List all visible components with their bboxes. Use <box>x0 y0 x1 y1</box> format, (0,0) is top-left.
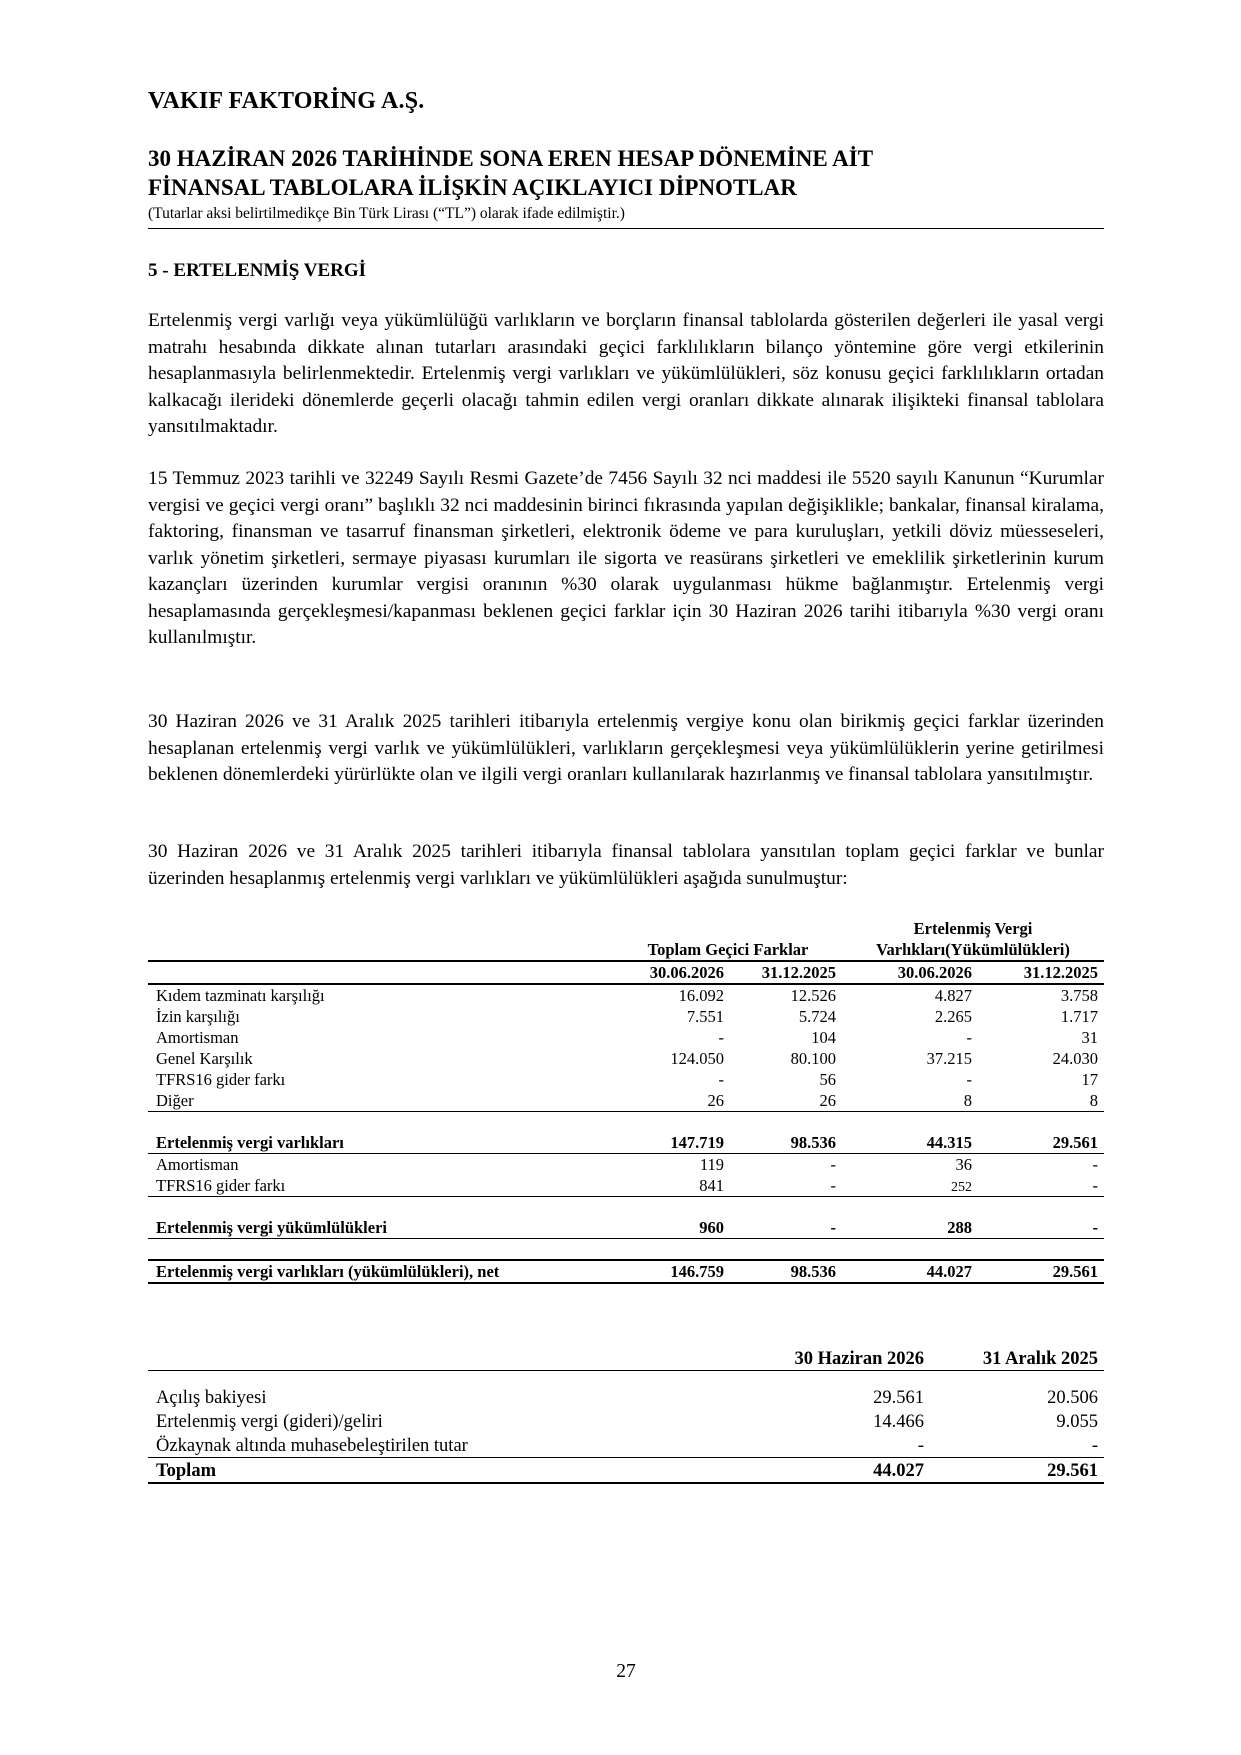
row-label: TFRS16 gider farkı <box>156 1070 286 1089</box>
cell-value: - <box>730 1217 842 1239</box>
row-label: Açılış bakiyesi <box>156 1388 267 1408</box>
column-header-date: 30.06.2026 <box>614 961 730 984</box>
row-label: Amortisman <box>156 1028 239 1047</box>
document-subtitle: (Tutarlar aksi belirtilmedikçe Bin Türk Lirası (“TL”) olarak ifade edilmiştir.) <box>148 205 625 222</box>
row-label: Toplam <box>148 1458 730 1484</box>
cell-value: - <box>718 1070 724 1089</box>
paragraph-3: 30 Haziran 2026 ve 31 Aralık 2025 tarihleri itibarıyla ertelenmiş vergiye konu olan birikmiş geçici farklar üzerinden hesaplanan ertelenmiş vergi varlık ve yükümlülükleri, varlıkların gerçekleşmesi veya yükümlülüklerin yerine getirilmesi beklenen dönemlerdeki yürürlükte olan ve ilgili vergi oranları kullanılarak hazırlanmış ve finansal tablolara yansıtılmıştır. <box>148 711 1104 785</box>
cell-value: 1.717 <box>1060 1007 1099 1026</box>
table-row <box>148 1090 1104 1112</box>
cell-value: 960 <box>614 1217 730 1239</box>
page-number: 27 <box>616 1661 636 1682</box>
cell-value: - <box>830 1155 836 1174</box>
document-title-line1: 30 HAZİRAN 2026 TARİHİNDE SONA EREN HESAP DÖNEMİNE AİT <box>148 146 874 171</box>
cell-value: 31 <box>1081 1028 1099 1047</box>
cell-value: 98.536 <box>730 1132 842 1154</box>
table-row <box>148 1027 1104 1048</box>
table-row <box>148 1409 1104 1433</box>
cell-value: 9.055 <box>1056 1412 1098 1432</box>
row-label: Ertelenmiş vergi varlıkları <box>148 1132 614 1154</box>
cell-value: 44.027 <box>730 1458 930 1484</box>
cell-value: 288 <box>842 1217 978 1239</box>
column-header-date: 31.12.2025 <box>978 961 1104 984</box>
table-row <box>148 1433 1104 1458</box>
cell-value: 17 <box>1081 1070 1099 1089</box>
table-header-row <box>148 918 1104 939</box>
cell-value: - <box>966 1028 972 1047</box>
cell-value: 24.030 <box>1052 1049 1099 1068</box>
table-row <box>148 1069 1104 1090</box>
table-header-row <box>148 1340 1104 1371</box>
row-label: TFRS16 gider farkı <box>148 1175 614 1197</box>
table-row <box>148 1175 1104 1197</box>
header-divider <box>148 228 1104 229</box>
group-header-deferred-tax-line1: Ertelenmiş Vergi <box>913 919 1033 938</box>
cell-value: 26 <box>730 1090 842 1112</box>
cell-value: - <box>730 1175 842 1197</box>
cell-value: 147.719 <box>614 1132 730 1154</box>
cell-value: 7.551 <box>686 1007 724 1026</box>
total-row <box>148 1458 1104 1484</box>
cell-value: 98.536 <box>730 1260 842 1283</box>
cell-value: 37.215 <box>926 1049 972 1068</box>
cell-value: 56 <box>819 1070 836 1089</box>
section-title: 5 - ERTELENMİŞ VERGİ <box>148 260 367 281</box>
table-header-row <box>148 939 1104 961</box>
row-label: Ertelenmiş vergi (gideri)/geliri <box>156 1412 383 1432</box>
column-header: 30 Haziran 2026 <box>730 1340 930 1371</box>
company-name: VAKIF FAKTORİNG A.Ş. <box>148 88 425 114</box>
liability-total-row <box>148 1217 1104 1239</box>
cell-value: 29.561 <box>930 1458 1104 1484</box>
paragraph-1: Ertelenmiş vergi varlığı veya yükümlülüğü varlıkların ve borçların finansal tablolarda gösterilen değerleri ile yasal vergi matrahı hesabında dikkate alınan tutarları arasındaki geçici farklılıkların bilanço yöntemine göre vergi etkilerinin hesaplanmasıyla belirlenmektedir. Ertelenmiş vergi varlıkları ve yükümlülükleri, söz konusu geçici farklılıkların ortadan kalkacağı ilerideki dönemlerde geçerli olacağı tahmin edilen vergi oranları dikkate alınarak ilişikteki finansal tablolara yansıtılmaktadır. <box>148 310 1104 437</box>
column-header-date: 31.12.2025 <box>730 961 842 984</box>
cell-value: 841 <box>614 1175 730 1197</box>
table-date-header-row <box>148 961 1104 984</box>
column-header-date: 30.06.2026 <box>842 961 978 984</box>
column-header: 31 Aralık 2025 <box>930 1340 1104 1371</box>
cell-value: 8 <box>978 1090 1104 1112</box>
cell-value: 124.050 <box>670 1049 724 1068</box>
cell-value: 14.466 <box>873 1412 924 1432</box>
cell-value: 80.100 <box>790 1049 836 1068</box>
cell-value: 44.027 <box>842 1260 978 1283</box>
cell-value: 119 <box>699 1155 724 1174</box>
cell-value: - <box>978 1175 1104 1197</box>
cell-value: 36 <box>955 1155 972 1174</box>
deferred-tax-movement-table <box>148 1340 1104 1484</box>
row-label: Özkaynak altında muhasebeleştirilen tutar <box>156 1436 468 1456</box>
asset-total-row <box>148 1132 1104 1154</box>
row-label: Ertelenmiş vergi varlıkları (yükümlülükleri), net <box>148 1260 614 1283</box>
cell-value: - <box>917 1436 924 1456</box>
row-label: Diğer <box>148 1090 614 1112</box>
group-header-deferred-tax-line2: Varlıkları(Yükümlülükleri) <box>842 939 1104 961</box>
row-label: Ertelenmiş vergi yükümlülükleri <box>148 1217 614 1239</box>
table-row <box>148 1048 1104 1069</box>
cell-value: 29.561 <box>873 1388 924 1408</box>
row-label: Kıdem tazminatı karşılığı <box>156 986 325 1005</box>
cell-value: - <box>1091 1436 1098 1456</box>
table-row <box>148 1006 1104 1027</box>
row-label: İzin karşılığı <box>156 1007 240 1026</box>
cell-value: 8 <box>842 1090 978 1112</box>
table-row <box>148 1385 1104 1409</box>
paragraph-4: 30 Haziran 2026 ve 31 Aralık 2025 tarihleri itibarıyla finansal tablolara yansıtılan toplam geçici farklar ve bunlar üzerinden hesaplanmış ertelenmiş vergi varlıkları ve yükümlülükleri aşağıda sunulmuştur: <box>148 841 1104 889</box>
cell-value: - <box>966 1070 972 1089</box>
cell-value: 20.506 <box>1047 1388 1098 1408</box>
deferred-tax-table <box>148 918 1104 1284</box>
cell-value: - <box>978 1217 1104 1239</box>
row-label: Genel Karşılık <box>156 1049 253 1068</box>
row-label: Amortisman <box>156 1155 239 1174</box>
cell-value: - <box>718 1028 724 1047</box>
net-total-row <box>148 1260 1104 1283</box>
cell-value: 12.526 <box>790 986 836 1005</box>
paragraph-2: 15 Temmuz 2023 tarihli ve 32249 Sayılı Resmi Gazete’de 7456 Sayılı 32 nci maddesi ile 5520 sayılı Kanunun “Kurumlar vergisi ve geçici vergi oranı” başlıklı 32 nci maddesinin birinci fıkrasında yapılan değişiklikle; bankalar, finansal kiralama, faktoring, finansman ve tasarruf finansman şirketleri, elektronik ödeme ve para kuruluşları, yetkili döviz müesseseleri, varlık yönetim şirketleri, sermaye piyasası kurumları ile sigorta ve reasürans şirketleri ve emeklilik şirketlerinin kurum kazançları üzerinden kurumlar vergisi oranının %30 olarak uygulanması hükme bağlanmıştır. Ertelenmiş vergi hesaplamasında gerçekleşmesi/kapanması beklenen geçici farklar için 30 Haziran 2026 tarihi itibarıyla %30 vergi oranı kullanılmıştır. <box>148 468 1104 648</box>
cell-value: 16.092 <box>678 986 724 1005</box>
cell-value: 4.827 <box>934 986 972 1005</box>
table-row <box>148 1154 1104 1176</box>
cell-value: - <box>1092 1155 1099 1174</box>
cell-value: 3.758 <box>1060 986 1099 1005</box>
document-title-line2: FİNANSAL TABLOLARA İLİŞKİN AÇIKLAYICI DİPNOTLAR <box>148 175 797 200</box>
group-header-temporary-differences: Toplam Geçici Farklar <box>614 939 842 961</box>
table-row <box>148 984 1104 1006</box>
cell-value: 5.724 <box>798 1007 836 1026</box>
cell-value: 44.315 <box>842 1132 978 1154</box>
cell-value: 252 <box>842 1175 978 1197</box>
cell-value: 29.561 <box>978 1260 1104 1283</box>
cell-value: 104 <box>811 1028 836 1047</box>
cell-value: 26 <box>614 1090 730 1112</box>
cell-value: 29.561 <box>978 1132 1104 1154</box>
cell-value: 146.759 <box>614 1260 730 1283</box>
cell-value: 2.265 <box>934 1007 972 1026</box>
